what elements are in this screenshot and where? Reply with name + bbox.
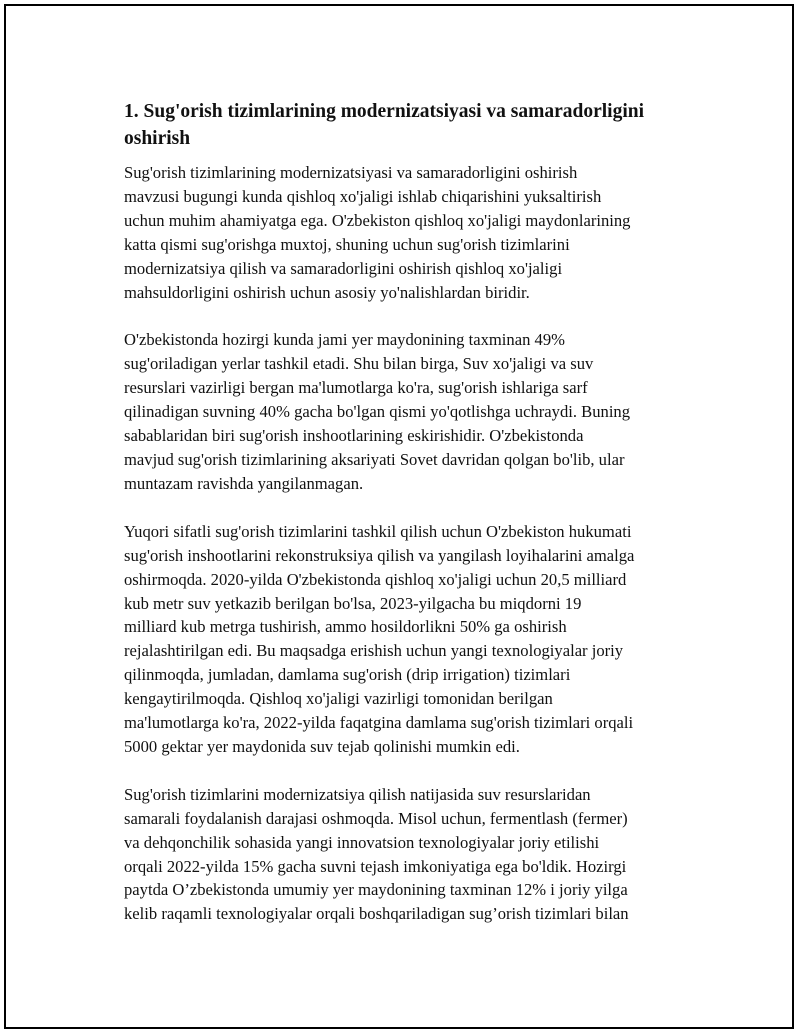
text-line: oshirmoqda. 2020-yilda O'zbekistonda qishloq xo'jaligi uchun 20,5 milliard — [124, 569, 627, 589]
text-line: resurslari vazirligi bergan ma'lumotlarga ko'ra, sug'orish ishlariga sarf — [124, 378, 588, 398]
text-line: milliard kub metrga tushirish, ammo hosildorlikni 50% ga oshirish — [124, 617, 567, 637]
text-line: O'zbekistonda hozirgi kunda jami yer maydonining taxminan 49% — [124, 330, 565, 350]
section-heading — [124, 98, 704, 152]
text-line: Sug'orish tizimlarini modernizatsiya qilish natijasida suv resurslaridan — [124, 784, 591, 804]
paragraph-3 — [124, 520, 704, 759]
heading-line: 1. Sug'orish tizimlarining modernizatsiyasi va samaradorligini — [124, 101, 645, 122]
text-line: kelib raqamli texnologiyalar orqali boshqariladigan sug’orish tizimlari bilan — [124, 904, 629, 924]
text-line: mavjud sug'orish tizimlarining aksariyati Sovet davridan qolgan bo'lib, ular — [124, 449, 625, 469]
text-line: ma'lumotlarga ko'ra, 2022-yilda faqatgina damlama sug'orish tizimlari orqali — [124, 713, 634, 733]
text-line: kengaytirilmoqda. Qishloq xo'jaligi vazirligi tomonidan berilgan — [124, 689, 553, 709]
text-line: paytda O’zbekistonda umumiy yer maydonining taxminan 12% i joriy yilga — [124, 880, 628, 900]
text-line: samarali foydalanish darajasi oshmoqda. Misol uchun, fermentlash (fermer) — [124, 808, 628, 828]
page-frame — [4, 4, 794, 1029]
text-line: va dehqonchilik sohasida yangi innovatsion texnologiyalar joriy etilishi — [124, 832, 600, 852]
text-line: qilinadigan suvning 40% gacha bo'lgan qismi yo'qotlishga uchraydi. Buning — [124, 402, 631, 422]
text-line: modernizatsiya qilish va samaradorligini oshirish qishloq xo'jaligi — [124, 258, 563, 278]
text-line: katta qismi sug'orishga muxtoj, shuning uchun sug'orish tizimlarini — [124, 234, 570, 254]
text-line: orqali 2022-yilda 15% gacha suvni tejash imkoniyatiga ega bo'ldik. Hozirgi — [124, 856, 627, 876]
paragraph-2 — [124, 328, 704, 495]
text-line: 5000 gektar yer maydonida suv tejab qolinishi mumkin edi. — [124, 736, 520, 756]
text-line: sabablaridan biri sug'orish inshootlarining eskirishidir. O'zbekistonda — [124, 426, 584, 446]
text-line: muntazam ravishda yangilanmagan. — [124, 473, 364, 493]
paragraph-1 — [124, 161, 704, 304]
text-line: sug'oriladigan yerlar tashkil etadi. Shu bilan birga, Suv xo'jaligi va suv — [124, 354, 594, 374]
text-line: rejalashtirilgan edi. Bu maqsadga erishish uchun yangi texnologiyalar joriy — [124, 641, 624, 661]
text-line: uchun muhim ahamiyatga ega. O'zbekiston qishloq xo'jaligi maydonlarining — [124, 210, 631, 230]
text-line: mavzusi bugungi kunda qishloq xo'jaligi ishlab chiqarishini yuksaltirish — [124, 186, 602, 206]
text-line: mahsuldorligini oshirish uchun asosiy yo'nalishlardan biridir. — [124, 282, 530, 302]
document-body — [124, 98, 704, 950]
text-line: kub metr suv yetkazib berilgan bo'lsa, 2023-yilgacha bu miqdorni 19 — [124, 593, 582, 613]
text-line: Sug'orish tizimlarining modernizatsiyasi va samaradorligini oshirish — [124, 163, 578, 182]
text-line: qilinmoqda, jumladan, damlama sug'orish (drip irrigation) tizimlari — [124, 665, 571, 685]
paragraph-4 — [124, 783, 704, 926]
text-line: sug'orish inshootlarini rekonstruksiya qilish va yangilash loyihalarini amalga — [124, 545, 635, 565]
text-line: Yuqori sifatli sug'orish tizimlarini tashkil qilish uchun O'zbekiston hukumati — [124, 521, 632, 541]
heading-line: oshirish — [124, 128, 191, 149]
